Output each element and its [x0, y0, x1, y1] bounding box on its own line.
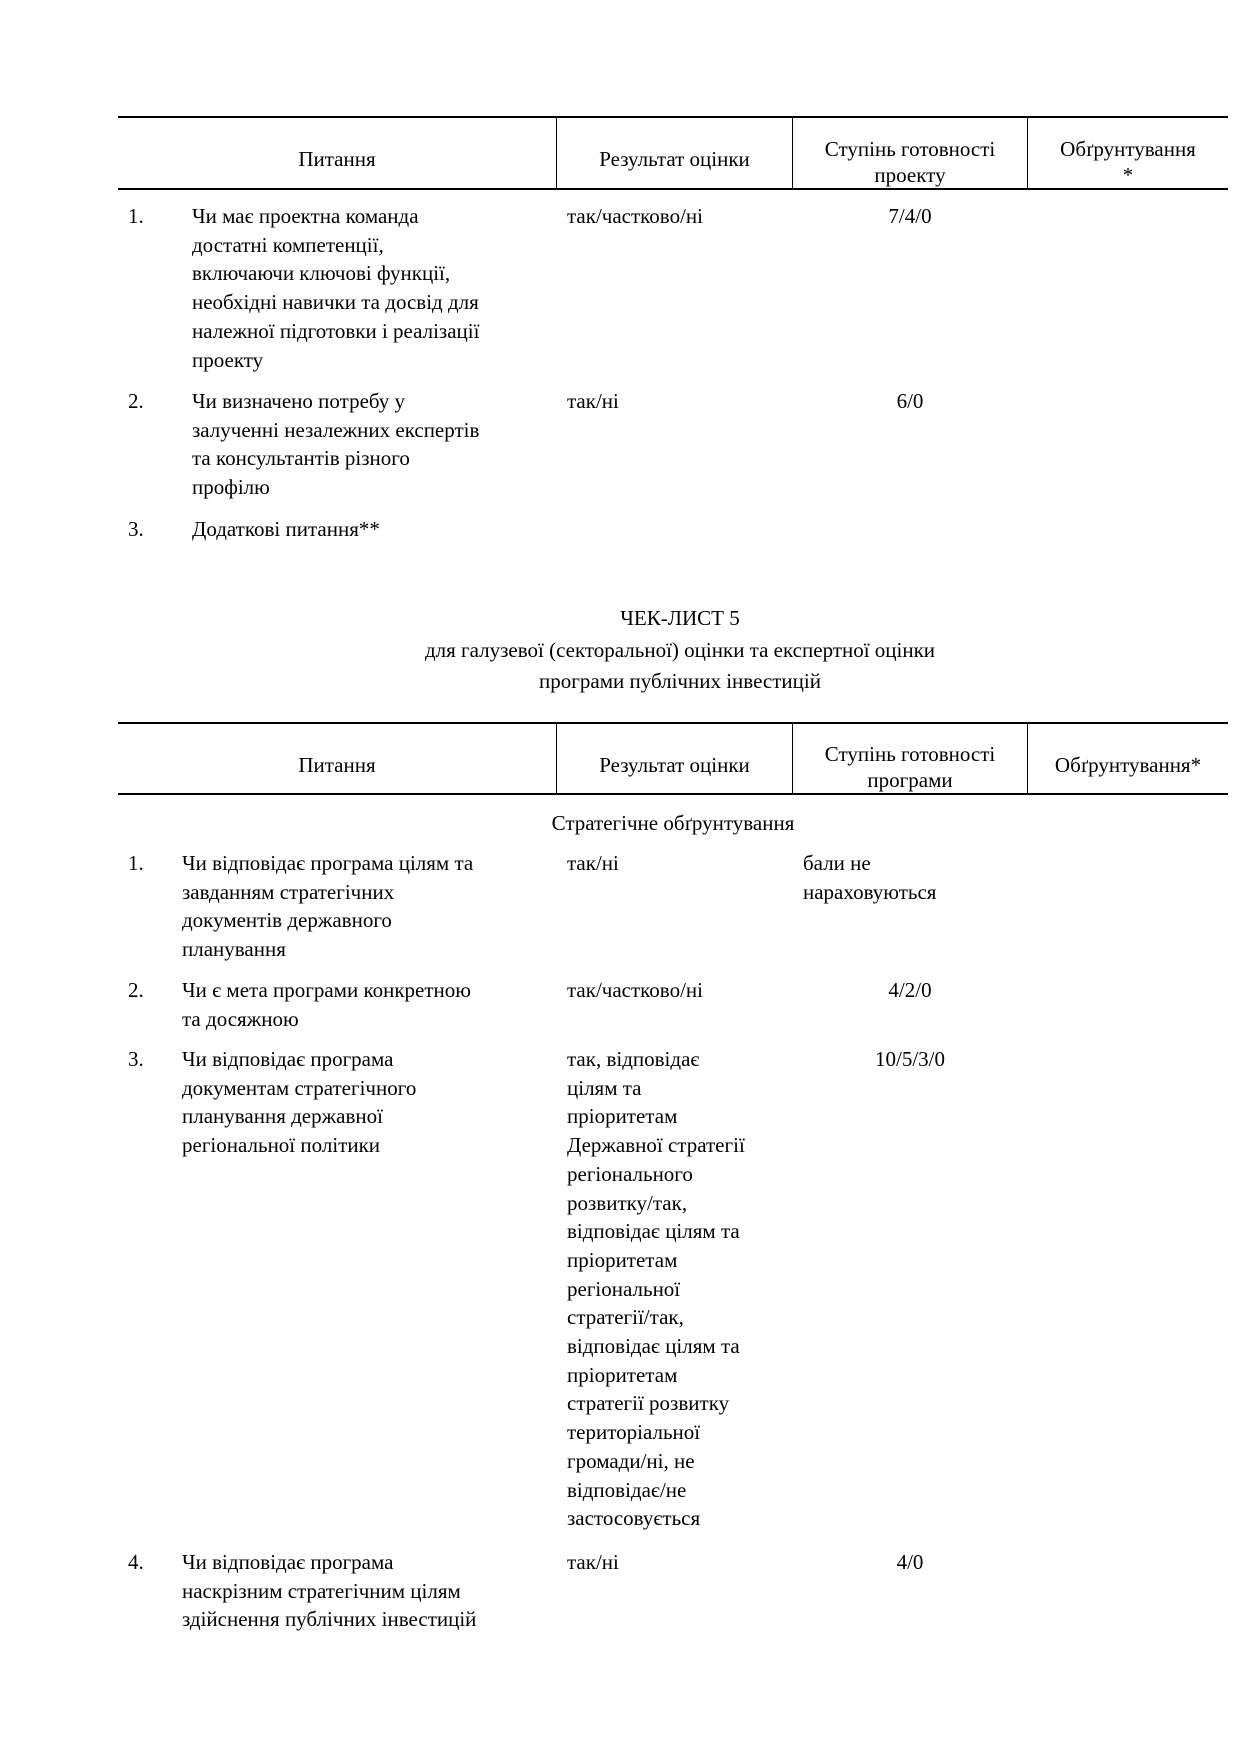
section-heading: Стратегічне обґрунтування: [551, 811, 795, 835]
table1-top-rule: [118, 116, 1228, 118]
table1-header-readiness: Ступінь готовності проекту: [824, 137, 996, 187]
table2-top-rule: [118, 722, 1228, 724]
row-number: 2.: [128, 978, 144, 1002]
row-number: 1.: [128, 851, 144, 875]
table2-header-rule: [118, 793, 1228, 795]
checklist-title: ЧЕК-ЛИСТ 5: [620, 606, 740, 630]
row-score: 4/0: [896, 1550, 924, 1574]
row-result: так, відповідає цілям та пріоритетам Державної стратегії регіонального розвитку/так, відповідає цілям та пріоритетам регіональної стратегії/так, відповідає цілям та пріоритетам стратегії розвитку територіальної громади/ні, не відповідає/не застосовується: [567, 1047, 745, 1531]
row-question: Чи відповідає програма документам стратегічного планування державної регіональної політики: [182, 1047, 417, 1158]
row-question: Чи має проектна команда достатні компетенції, включаючи ключові функції, необхідні навички та досвід для належної підготовки і реалізації проекту: [192, 204, 480, 372]
table2-header-readiness: Ступінь готовності програми: [824, 742, 996, 792]
row-score: 10/5/3/0: [874, 1047, 945, 1071]
row-question: Чи відповідає програма цілям та завданням стратегічних документів державного планування: [182, 851, 474, 962]
row-result: так/частково/ні: [567, 978, 703, 1002]
row-question: Чи відповідає програма наскрізним стратегічним цілям здійснення публічних інвестицій: [182, 1550, 477, 1632]
row-score: 7/4/0: [888, 204, 932, 228]
table2-header-question: Питання: [298, 752, 376, 777]
table2-header-result: Результат оцінки: [599, 752, 750, 777]
row-result: так/ні: [567, 851, 619, 875]
row-number: 1.: [128, 204, 144, 228]
row-number: 2.: [128, 389, 144, 413]
checklist-subtitle-line2: програми публічних інвестицій: [539, 669, 821, 693]
row-question: Чи визначено потребу у залученні незалежних експертів та консультантів різного профілю: [192, 389, 480, 500]
row-question: Додаткові питання**: [192, 517, 380, 541]
table1-header-result: Результат оцінки: [599, 147, 750, 171]
table1-header-rule: [118, 188, 1228, 190]
table1-header-question: Питання: [298, 147, 376, 171]
row-result: так/ні: [567, 1550, 619, 1574]
row-result: так/ні: [567, 389, 619, 413]
row-number: 3.: [128, 1047, 144, 1071]
checklist-subtitle-line1: для галузевої (секторальної) оцінки та експертної оцінки: [424, 638, 936, 662]
table1-header-justification: Обґрунтування *: [1060, 137, 1196, 187]
row-score: 4/2/0: [888, 978, 932, 1002]
row-score: бали не нараховуються: [803, 851, 937, 904]
table2-header-justification: Обґрунтування*: [1054, 752, 1202, 777]
row-number: 3.: [128, 517, 144, 541]
row-score: 6/0: [896, 389, 924, 413]
row-question: Чи є мета програми конкретною та досяжною: [182, 978, 471, 1031]
row-result: так/частково/ні: [567, 204, 703, 228]
row-number: 4.: [128, 1550, 144, 1574]
